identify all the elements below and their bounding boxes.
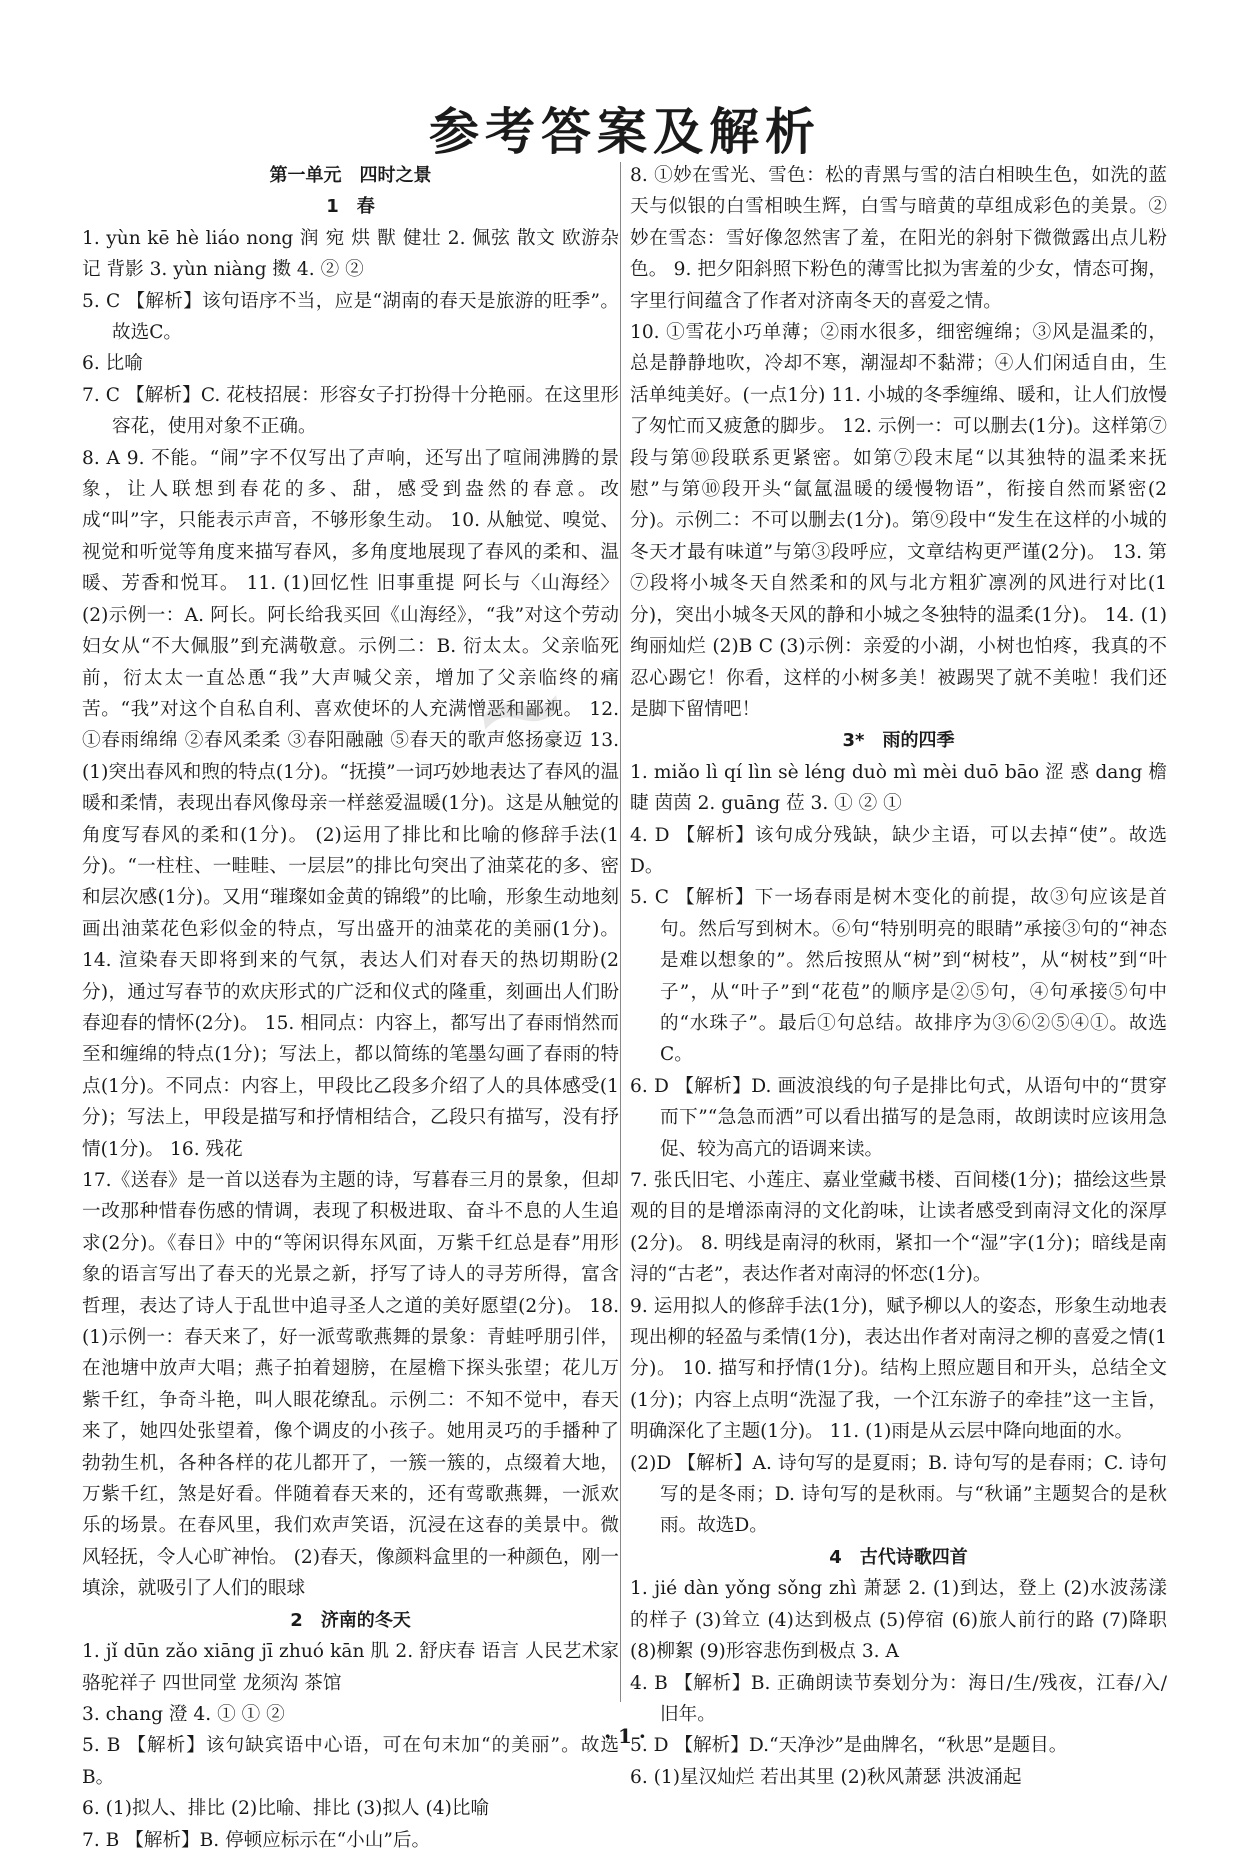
page-number: · 1 · bbox=[604, 1724, 646, 1748]
section-heading: 4 古代诗歌四首 bbox=[829, 1546, 968, 1568]
answer-paragraph: (2)D 【解析】A. 诗句写的是夏雨；B. 诗句写的是春雨；C. 诗句写的是冬雨；D. 诗句写的是秋雨。与“秋诵”主题契合的是秋雨。故选D。 bbox=[630, 1452, 1167, 1537]
left-column bbox=[82, 160, 619, 1856]
answer-paragraph: 9. 运用拟人的修辞手法(1分)，赋予柳以人的姿态，形象生动地表现出柳的轻盈与柔情(1分)，表达出作者对南浔之柳的喜爱之情(1分)。 10. 描写和抒情(1分)。结构上照应题目和开头，总结全文(1分)；内容上点明“洗湿了我，一个江东游子的牵挂”这一主旨，明确深化了主题(1分)。 11. (1)雨是从云层中降向地面的水。 bbox=[630, 1295, 1167, 1443]
answer-paragraph: 5. C 【解析】该句语序不当，应是“湖南的春天是旅游的旺季”。故选C。 bbox=[82, 290, 619, 344]
answer-paragraph: 4. B 【解析】B. 正确朗读节奏划分为：海日/生/残夜，江春/入/旧年。 bbox=[630, 1672, 1167, 1725]
page-title: 参考答案及解析 bbox=[429, 103, 821, 161]
answer-paragraph: 3. chang 澄 4. ① ① ② bbox=[82, 1703, 285, 1725]
answer-paragraph: 5. D 【解析】D.“天净沙”是曲牌名，“秋思”是题目。 bbox=[630, 1735, 1068, 1757]
answer-paragraph: 1. jǐ dūn zǎo xiāng jī zhuó kān 肌 2. 舒庆春 语言 人民艺术家 骆驼祥子 四世同堂 龙须沟 茶馆 bbox=[82, 1641, 619, 1694]
answer-paragraph: 6. D 【解析】D. 画波浪线的句子是排比句式，从语句中的“贯穿而下”“急急而洒”可以看出描写的是急雨，故朗读时应该用急促、较为高亢的语调来读。 bbox=[630, 1075, 1167, 1160]
answer-paragraph: 1. jié dàn yǒng sǒng zhì 萧瑟 2. (1)到达，登上 (2)水波荡漾的样子 (3)耸立 (4)达到极点 (5)停宿 (6)旅人前行的路 (7)降职 (8)柳絮 (9)形容悲伤到极点 3. A bbox=[630, 1578, 1167, 1663]
section-heading: 3* 雨的四季 bbox=[842, 730, 955, 752]
answer-paragraph: 6. (1)星汉灿烂 若出其里 (2)秋风萧瑟 洪波涌起 bbox=[630, 1766, 1022, 1788]
answer-paragraph: 7. C 【解析】C. 花枝招展：形容女子打扮得十分艳丽。在这里形容花，使用对象不正确。 bbox=[82, 384, 619, 438]
answer-paragraph: 8. A 9. 不能。“闹”字不仅写出了声响，还写出了喧闹沸腾的景象，让人联想到春花的多、甜，感受到盎然的春意。改成“叫”字，只能表示声音，不够形象生动。 10. 从触觉、嗅觉、视觉和听觉等角度来描写春风，多角度地展现了春风的柔和、温暖、芳香和悦耳。 11. (1)回忆性 旧事重提 阿长与〈山海经〉 (2)示例一：A. 阿长。阿长给我买回《山海经》，“我”对这个劳动妇女从“不大佩服”到充满敬意。示例二：B. 衍太太。父亲临死前，衍太太一直怂恿“我”大声喊父亲，增加了父亲临终的痛苦。“我”对这个自私自利、喜欢使坏的人充满憎恶和鄙视。 12. ①春雨绵绵 ②春风柔柔 ③春阳融融 ⑤春天的歌声悠扬豪迈 13. (1)突出春风和煦的特点(1分)。“抚摸”一词巧妙地表达了春风的温暖和柔情，表现出春风像母亲一样慈爱温暖(1分)。这是从触觉的角度写春风的柔和(1分)。 (2)运用了排比和比喻的修辞手法(1分)。“一柱柱、一畦畦、一层层”的排比句突出了油菜花的多、密和层次感(1分)。又用“璀璨如金黄的锦缎”的比喻，形象生动地刻画出油菜花色彩似金的特点，写出盛开的油菜花的美丽(1分)。 14. 渲染春天即将到来的气氛，表达人们对春天的热切期盼(2分)，通过写春节的欢庆形式的广泛和仪式的隆重，刻画出人们盼春迎春的情怀(2分)。 15. 相同点：内容上，都写出了春雨悄然而至和缠绵的特点(1分)；写法上，都以简练的笔墨勾画了春雨的特点(1分)。不同点：内容上，甲段比乙段多介绍了人的具体感受(1分)；写法上，甲段是描写和抒情相结合，乙段只有描写，没有抒情(1分)。 16. 残花 bbox=[82, 447, 619, 1160]
watermark-logo: ~ bbox=[460, 633, 580, 786]
right-column bbox=[630, 160, 1167, 1793]
answer-paragraph: 4. D 【解析】该句成分残缺，缺少主语，可以去掉“使”。故选D。 bbox=[630, 824, 1167, 877]
section-heading: 2 济南的冬天 bbox=[290, 1609, 411, 1631]
answer-paragraph: 6. (1)拟人、排比 (2)比喻、排比 (3)拟人 (4)比喻 bbox=[82, 1798, 490, 1820]
answer-paragraph: 5. B 【解析】该句缺宾语中心语，可在句末加“的美丽”。故选B。 bbox=[82, 1735, 619, 1788]
section-heading: 第一单元 四时之景 bbox=[269, 165, 432, 186]
section-heading: 1 春 bbox=[326, 196, 375, 218]
answer-paragraph: 7. 张氏旧宅、小莲庄、嘉业堂藏书楼、百间楼(1分)；描绘这些景观的目的是增添南浔的文化韵味，让读者感受到南浔文化的深厚(2分)。 8. 明线是南浔的秋雨，紧扣一个“湿”字(1分)；暗线是南浔的“古老”，表达作者对南浔的怀恋(1分)。 bbox=[630, 1170, 1167, 1286]
answer-paragraph: 10. ①雪花小巧单薄；②雨水很多，细密缠绵；③风是温柔的，总是静静地吹，冷却不寒，潮湿却不黏滞；④人们闲适自由，生活单纯美好。(一点1分) 11. 小城的冬季缠绵、暖和，让人们放慢了匆忙而又疲惫的脚步。 12. 示例一：可以删去(1分)。这样第⑦段与第⑩段联系更紧密。如第⑦段末尾“以其独特的温柔来抚慰”与第⑩段开头“氤氲温暖的缓慢物语”，衔接自然而紧密(2分)。示例二：不可以删去(1分)。第⑨段中“发生在这样的小城的冬天才最有味道”与第③段呼应，文章结构更严谨(2分)。 13. 第⑦段将小城冬天自然柔和的风与北方粗犷凛冽的风进行对比(1分)，突出小城冬天风的静和小城之冬独特的温柔(1分)。 14. (1)绚丽灿烂 (2)B C (3)示例：亲爱的小湖，小树也怕疼，我真的不忍心踢它！你看，这样的小树多美！被踢哭了就不美啦！我们还是脚下留情吧！ bbox=[630, 322, 1167, 720]
answer-paragraph: 8. ①妙在雪光、雪色：松的青黑与雪的洁白相映生色，如洗的蓝天与似银的白雪相映生辉，白雪与暗黄的草组成彩色的美景。②妙在雪态：雪好像忽然害了羞，在阳光的斜射下微微露出点儿粉色。 9. 把夕阳斜照下粉色的薄雪比拟为害羞的少女，情态可掬，字里行间蕴含了作者对济南冬天的喜爱之情。 bbox=[630, 165, 1167, 312]
answer-paragraph: 1. yùn kē hè liáo nong 润 宛 烘 獸 健壮 2. 佩弦 散文 欧游杂记 背影 3. yùn niàng 擞 4. ② ② bbox=[82, 227, 619, 281]
answer-paragraph: 17.《送春》是一首以送春为主题的诗，写暮春三月的景象，但却一改那种惜春伤感的情调，表现了积极进取、奋斗不息的人生追求(2分)。《春日》中的“等闲识得东风面，万紫千红总是春”用形象的语言写出了春天的光景之新，抒写了诗人的寻芳所得，富含哲理，表达了诗人于乱世中追寻圣人之道的美好愿望(2分)。 18. (1)示例一：春天来了，好一派莺歌燕舞的景象：青蛙呼朋引伴，在池塘中放声大唱；燕子拍着翅膀，在屋檐下探头张望；花儿万紫千红，争奇斗艳，叫人眼花缭乱。示例二：不知不觉中，春天来了，她四处张望着，像个调皮的小孩子。她用灵巧的手播种了勃勃生机，各种各样的花儿都开了，一簇一簇的，点缀着大地，万紫千红，煞是好看。伴随着春天来的，还有莺歌燕舞，一派欢乐的场景。在春风里，我们欢声笑语，沉浸在这春的美景中。微风轻抚，令人心旷神怡。 (2)春天，像颜料盒里的一种颜色，刚一填涂，就吸引了人们的眼球 bbox=[82, 1170, 619, 1600]
answer-paragraph: 5. C 【解析】下一场春雨是树木变化的前提，故③句应该是首句。然后写到树木。⑥句“特别明亮的眼睛”承接③句的“神态是难以想象的”。然后按照从“树”到“树枝”，从“树枝”到“叶子”，从“叶子”到“花苞”的顺序是②⑤句，④句承接⑤句中的“水珠子”。最后①句总结。故排序为③⑥②⑤④①。故选C。 bbox=[630, 887, 1167, 1066]
answer-paragraph: 1. miǎo lì qí lìn sè léng duò mì mèi duō bāo 涩 惑 dang 檐 睫 茵茵 2. guāng 莅 3. ① ② ① bbox=[630, 761, 1167, 815]
answer-paragraph: 6. 比喻 bbox=[82, 353, 143, 375]
column-divider bbox=[620, 162, 621, 1702]
answer-paragraph: 7. B 【解析】B. 停顿应标示在“小山”后。 bbox=[82, 1829, 431, 1851]
